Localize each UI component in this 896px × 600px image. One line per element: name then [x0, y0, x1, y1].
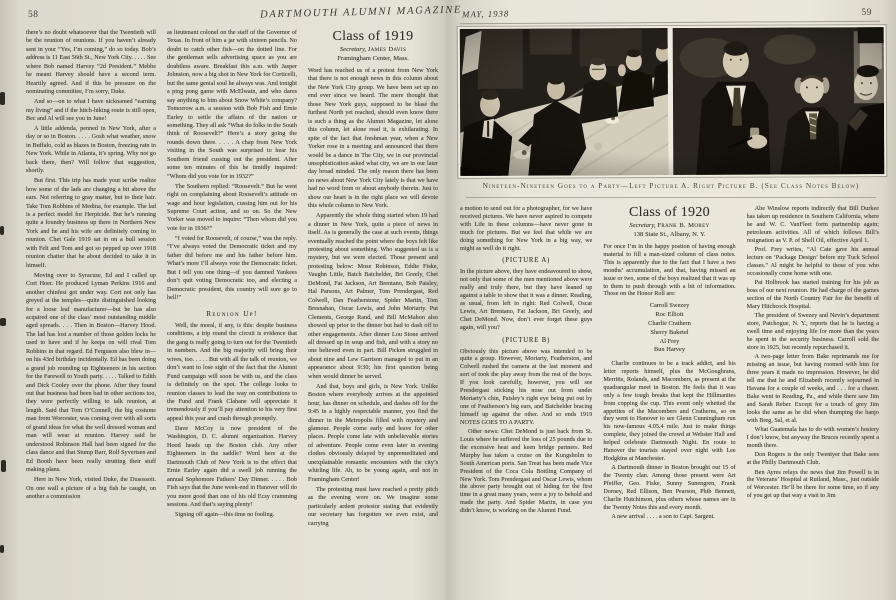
- caption-rule: [466, 197, 876, 198]
- body-paragraph: Abe Winslow reports indirectly that Bill Durkee has taken up residence in Southern California, where he and W. C. VanFleet form partnership again; petroleum activities. All of which follows Bill’s resignation as V. P. of Shell Oil, effective April 1.: [746, 205, 879, 244]
- secretary-label: Secretary,: [629, 222, 656, 229]
- body-paragraph: Signing off again—this time no fooling.: [175, 510, 275, 518]
- body-paragraph: Apparently the whole thing started when 19 had a dinner in New York, quite a piece of news in itself. As is generally the case at such events, things eventually reached the point where the boys felt like protesting about something. Who suggested us is a mystery, but we were elected. Those present and protesting below: Mose Robinson, Eddie Fiske, Vaughn Little, Batch Batchelder, Bri Greely, Chet DeMond, Fat Jackson, Art Brentano, Bob Paisley, Hal Parsons, Art Palmer, Tom Prendergast, Red Colwell, Dan Featherstone, Spider Martin, Tom Bresnahan, Oscar Lewis, and John Moriarty. Put Clements, George Rand, and Bill McMahon also showed up prior to the dinner but had to dash off to other engagements. After dinner Lou Stone arrived all dressed up in soup and fish, and with a story no one believed even in part. Bill Picken struggled in about nine and Lew Garrison managed to put in an appearance about 9:30; his first question being when would dinner be served.: [308, 212, 438, 380]
- honor-roll-name: Sherry Baketel: [650, 328, 689, 336]
- left-column-3: [308, 29, 438, 594]
- body-paragraph: A new arrival . . . . a son to Capt. Sargent.: [611, 513, 715, 521]
- page-right: [448, 0, 896, 600]
- secretary-name: Frank B. Morey: [657, 222, 710, 229]
- page-number-left: 58: [28, 10, 39, 20]
- right-column-1: [460, 205, 592, 595]
- body-paragraph: a motion to send out for a photographer, for we have received pictures. We have never aspired to compete with Life in these columns—have never gone in much for pictures. But we feel that while we are doing something for New York in a big way, we might as well do it right.: [460, 205, 593, 252]
- class-1920-secretary: [603, 222, 735, 230]
- right-column-2: [603, 205, 735, 595]
- body-paragraph: there’s no doubt whatsoever that the Twentieth will be the reunion of reunions. If you haven’t already sent in your “Yes, I’m coming,” do so today. Bob’s address is 11 East 56th St., New York City. . . . . See where Bob named Harvey “2d President.” Mebbe he meant Harvey should have a second term. Heartily agreed. And if this be pressure on the nominating committee, I’m sorry, Duke.: [26, 29, 156, 96]
- honor-roll-name: Al Frey: [659, 337, 680, 345]
- body-paragraph: But first. This trip has made your scribe realize how some of the lads are changing a bit above the ears. Not referring to gray matter, but to their hair. Take Tom Robbins of Medina, for example. The lad is a perfect model for Herpicide. But he’s running quite a foundry business up there in Northern New York and he and his wife are definitely coming to reunion. Chet Gale 1919 sat in on a bull session with Felt and Tom and got so pepped up over 1918 reunion chatter that he about decided to take it in himself.: [26, 177, 156, 269]
- photo-vignette: [460, 27, 885, 176]
- body-paragraph: For once I’m in the happy postion of having enough material to fill a man-sized column of class notes. This is apparently due to the fact that I have a two months’ accumulation, and that, having missed an issue or two, some of the boys realized that it was up to them to push through with a bit of information. Those on the Honor Roll are:: [603, 243, 736, 298]
- issue-date: MAY, 1938: [461, 8, 510, 20]
- left-column-2: [167, 29, 297, 594]
- body-paragraph: Well, the moral, if any, is this: despite business conditions, a trip round the circuit is evidence that the gang is really going to turn out for the Twentieth in numbers. And the big majority will bring their wives, too. . . . . But with all the talk of reunion, we don’t want to lose sight of the fact that the Alumni Fund campaign will soon be with us, and the class is definitely on the spot. The college looks to reunion classes to lead the way on contributions to the Fund and Frank Clahane will appreciate it tremendously if you’ll pay attention to his very first appeal this year and crash through promptly.: [167, 321, 297, 422]
- body-paragraph: Obviously this picture above was intended to be quite a group. However, Moriarty, Featherston, and Colwell rushed the camera at the last moment and sort of took the play away from the rest of the boys. If you look carefully, however, you will see Prendergast sticking his nose out from under Moriarty’s chin, Paisley’s right eye being put out by one of Featherson’s big ears, and Batchelder bracing himself up against the other. And so ends 1919 NOTES GOES TO A PARTY.: [460, 347, 593, 426]
- body-paragraph: Moving over to Syracuse, Ed and I called up Cort Hoer. He produced Lyman Perkins 1916 and another chinfest got under way. Cort not only has greyed at the temples—quite distinguished looking for a loose leaf manufacturer—but he has also acquired one of the class’ most outstanding middle aged spreads. . . . Then in Boston—Harvey Hood. The lad has lost a number of those golden locks he used to have and if he keeps on will rival Tom Robbins in that regard. Ed Ferguson also blew in—on his 43rd birthday incidentally. Ed has been doing a grand job rounding up Eighteeners in his section for the Farewell to Youth party. . . . . Talked to Edith and Dick Cooley over the phone. After they found out that business had been bad in other sections too, they were perfectly willing to talk reunion, at length. Said that Tom O’Connell, the big costume man from Worcester, was coming over with all sorts of grand ideas for what the well dressed woman and man will wear at reunion. Harvey said he understood Robinson Hall had been signed for the class dance and that Stump Barr, Rolf Syvertsen and Ed Booth have been really strutting their stuff making plans.: [26, 271, 156, 474]
- body-paragraph: Don Rogers is the only Twentyer that Bake sees at the Philly Dartmouth Club.: [746, 451, 879, 467]
- picture-a-subhead: (PICTURE A): [502, 257, 551, 265]
- honor-roll-name: Bun Harvey: [653, 346, 686, 354]
- photo-caption: Nineteen-Nineteen Goes to a Party—Left Picture A. Right Picture B. (See Class Notes Below): [482, 181, 860, 190]
- body-paragraph: What Guatemala has to do with women’s hosiery I don’t know, but anyway the Bruces recently spent a month there.: [746, 425, 879, 449]
- honor-roll-list: [603, 302, 735, 355]
- body-paragraph: Pat Holbrook has started training for his job as boss of our next reunion. He had charge of the games section of the North Country Fair for the benefit of Mary Hitchcock Hospital.: [746, 279, 879, 310]
- body-paragraph: And that, boys and girls, is New York. Unlike Boston where everybody arrives at the appointed hour, has dinner on schedule, and dashes off for the 9:45 in a highly respectable manner, you find the dinner in the Metropolis filled with mystery and glamour. People come early and leave for other places. People come late with unbelievable stories of adventure. People come even later in evening clothes obviously delayed by unpremeditated and unexplainable romantic encounters with the city’s whirling life. Ah, to be young again, and not in Framingham Center!: [308, 382, 438, 483]
- masthead-title: DARTMOUTH ALUMNI MAGAZINE: [259, 4, 463, 21]
- body-paragraph: Word has reached us of a protest from New York that there is not enough news in this column about the New York City group. We have been set up no end ever since we heard. The mere thought that those New York guys, supposed to be blasé the furthest North yet reached, should even know there is such a thing as the Alumni Magazine, let alone this column, let alone read it, is exhilarating. In spite of the fact that freshman year, when a New Yorker rose in a meeting and announced that there would be a dance in The City, we in our provincial unsophistication asked what city, we are in our later day broad minded. The only reason there has been no news about New York City lately is that we have had no word from or about anybody therein. Just to show our heart is in the right place we will devote this whole column to New York.: [308, 67, 438, 210]
- section-subhead-reunion-up: Reunion Up!: [206, 309, 258, 318]
- class-1919-heading: Class of 1919: [332, 29, 414, 44]
- body-paragraph: Ben Ayres relays the news that Jim Powell is in the Veterans’ Hospital at Rutland, Mass., just outside of Worcester. He’ll be there for some time, so if any of you get up that way a visit to Jim: [746, 468, 879, 500]
- body-paragraph: “I voted for Roosevelt, of course,” was the reply. “I’ve always voted the Democratic ticket and my father did before me and his father before him. What’s more I’ll always vote the Democratic ticket. But I tell you one thing—if you damned Yankees don’t quit voting Democratic too, and electing a Democratic president, this country will sure go to hell!”: [167, 234, 297, 302]
- class-1919-secretary: [308, 46, 438, 54]
- body-paragraph: Charlie continues to be a track addict, and his letter reports himself, plus the McGoughrans, Merritts, Rolands, and Macombers, as present at the quadrangular meet in Boston. He feels that it was only a few tough breaks that kept the Hillmanites from copping the cup. This event only whetted the appetites of the Macombers and Cratherns, so on they went to Hanover to see Glenn Cunningham run his now-famous 4.05.4 mile. Just to make things complete, they joined the crowd at Webster Hall and helped celebrate Dartmouth Night. En route to Hanover the tourists stayed over night with Lee Hodgkins at Manchester.: [603, 360, 736, 462]
- picture-b-subhead: (PICTURE B): [502, 336, 551, 344]
- body-paragraph: Prof. Frey writes, “Al Cate gave his annual lecture on ‘Package Design’ before my Tuck School classes.” Al might be helpful to those of you who occasionally come home with one.: [746, 246, 879, 277]
- body-paragraph: A little addenda, penned in New York, after a day or so in Boston. . . . . Gosh what weather, snow in Buffalo, cold as blazes in Boston, freezing rain in New York. While in Atlanta, it’s spring. Why not go back there, then? Will follow that suggestion, shortly.: [26, 124, 156, 175]
- party-photos-illustration: [460, 27, 885, 176]
- page-number-right: 59: [861, 8, 872, 18]
- secretary-label: Secretary,: [339, 46, 367, 53]
- body-paragraph: In the picture above, they have endeavoured to show, not only that some of the men mentioned above were really and truly there, but they have leaned up against a table to show that it was a dinner. Reading, as usual, from left to right: Red Colwell, Oscar Lewis, Art Brentano, Fat Jackson, Bri Greely, and Chet DeMond. Now, don’t ever forget these guys again, will you?: [460, 268, 593, 331]
- header-rule: [460, 21, 880, 25]
- honor-roll-name: Carroll Swezey: [649, 302, 690, 310]
- class-1920-heading: Class of 1920: [629, 205, 710, 220]
- right-page-columns: [460, 205, 879, 595]
- body-paragraph: The president of Swezey and Nevin’s department store, Patchogue, N. Y., reports that he is having a swell time and enjoying life for more than the years he spent in the security business. Carroll sold the store in 1925, but recently repurchased it.: [746, 312, 879, 351]
- body-paragraph: as lieutenant colonel on the staff of the Governor of Texas. In front of him a jar with sixteen pencils. No doubt to catch other fish—on the dotted line. For the gentleman sells advertising space as you are doubtless aware. Breakfast this a.m. with Jasper Johnston, now a big shot in New York for Corticelli, but the same genial soul he always was. And tonight a ping pong game with McElwain, and who dares say anything to him about Snow White’s company? Tomorrow a.m. a session with Bob Fish and Ernie Earley to settle the affairs of the nation or something. They all ask “What do folks in the South think of Roosevelt?” Here’s a story going the rounds down there. . . . . A chap from New York visiting in the South was surprised to hear his Southern friend cussing out the president. After some ten minutes of this he timidly inquired: “Whom did you vote for in 1932?”: [167, 29, 297, 180]
- body-paragraph: A Dartmouth dinner in Boston brought out 15 of the Twenty clan. Among those present were Art Pfeiffer, Geo. Fiske, Sunny Sunengren, Frank Dorney, Red Ellison, Ben Pearson, Phib Bennett, Charlie Hutchinson, plus others whose names are in the Twenty Notes this and every month.: [603, 464, 736, 511]
- honor-roll-name: Charlie Crathern: [648, 319, 691, 327]
- body-paragraph: The protesting must have reached a pretty pitch as the evening wore on. We imagine some particularly ardent protestor stating that evidently our secretary has forgotten we even exist, and carrying: [308, 485, 438, 527]
- secretary-name: James Davis: [367, 46, 407, 53]
- left-page-columns: [26, 29, 438, 594]
- honor-roll-name: Roc Elliott: [655, 311, 684, 319]
- left-column-1: [26, 29, 156, 594]
- body-paragraph: The Southern replied: “Roosevelt.” But he went right on complaining about Roosevelt’s attitude on wage and hour legislation, cussing him out for his Supreme Court action, and so on. So the New Yorker was moved to inquire: “Then whom did you vote for in 1936?”: [167, 182, 297, 232]
- right-column-3: [747, 205, 879, 595]
- body-paragraph: Here in New York, visited Duke, the Dusossoit. On one wall a picture of a big fish he caught, on another a commission: [26, 476, 156, 500]
- body-paragraph: Dave McCoy is now president of the Washington, D. C. alumni organization. Harvey Hood heads up the Boston club. Any other Eighteeners in the saddle? Word here at the Dartmouth Club of New York is to the effect that Ernie Earley again did a swell job running the annual Sophomore Fathers’ Day Dinner. . . . . Bob Fish says that the June week-end in Hanover will do you more good than one of his old Ecsy cramming sessions. And that’s saying plenty!: [167, 424, 297, 508]
- body-paragraph: And so—on to what I have nicknamed “earning my living” and if the hitch-hiking route is still open, Bec and Al will see you in June!: [26, 98, 156, 123]
- party-photographs: [458, 25, 887, 178]
- body-paragraph: Other news: Chet DeMond is just back from St. Louis where he suffered the loss of 25 pounds due to the excessive heat and keen bridge partners. Red Murphy has taken a cruise on the Kungsholm to South American ports. San Treat has been made Vice President of the Coca Cola Bottling Company of New York. Tom Prendergast and Oscar Lewis, whom the above party brought out of hiding for the first time in a great many years, were a joy to behold and made the party. And Spider Martin, in case you didn’t know, is working on the Alumni Fund.: [460, 428, 593, 515]
- class-1920-address: 138 State St., Albany, N. Y.: [633, 231, 706, 238]
- class-1919-address: Framingham Center, Mass.: [337, 55, 409, 62]
- body-paragraph: A two-page letter from Bake reprimands me for missing an issue, but having roomed with him for three years it made no impression. However, he did tell me that he and Elizabeth recently sojourned in Havana for a couple of weeks, and . . . for a chaser. Bake went to Reading, Pa., and while there saw Jim and Sarah Reber. Except for a touch of grey Jim looks the same as he did when thumping the banjo with Breg, Sal, et al.: [746, 353, 879, 424]
